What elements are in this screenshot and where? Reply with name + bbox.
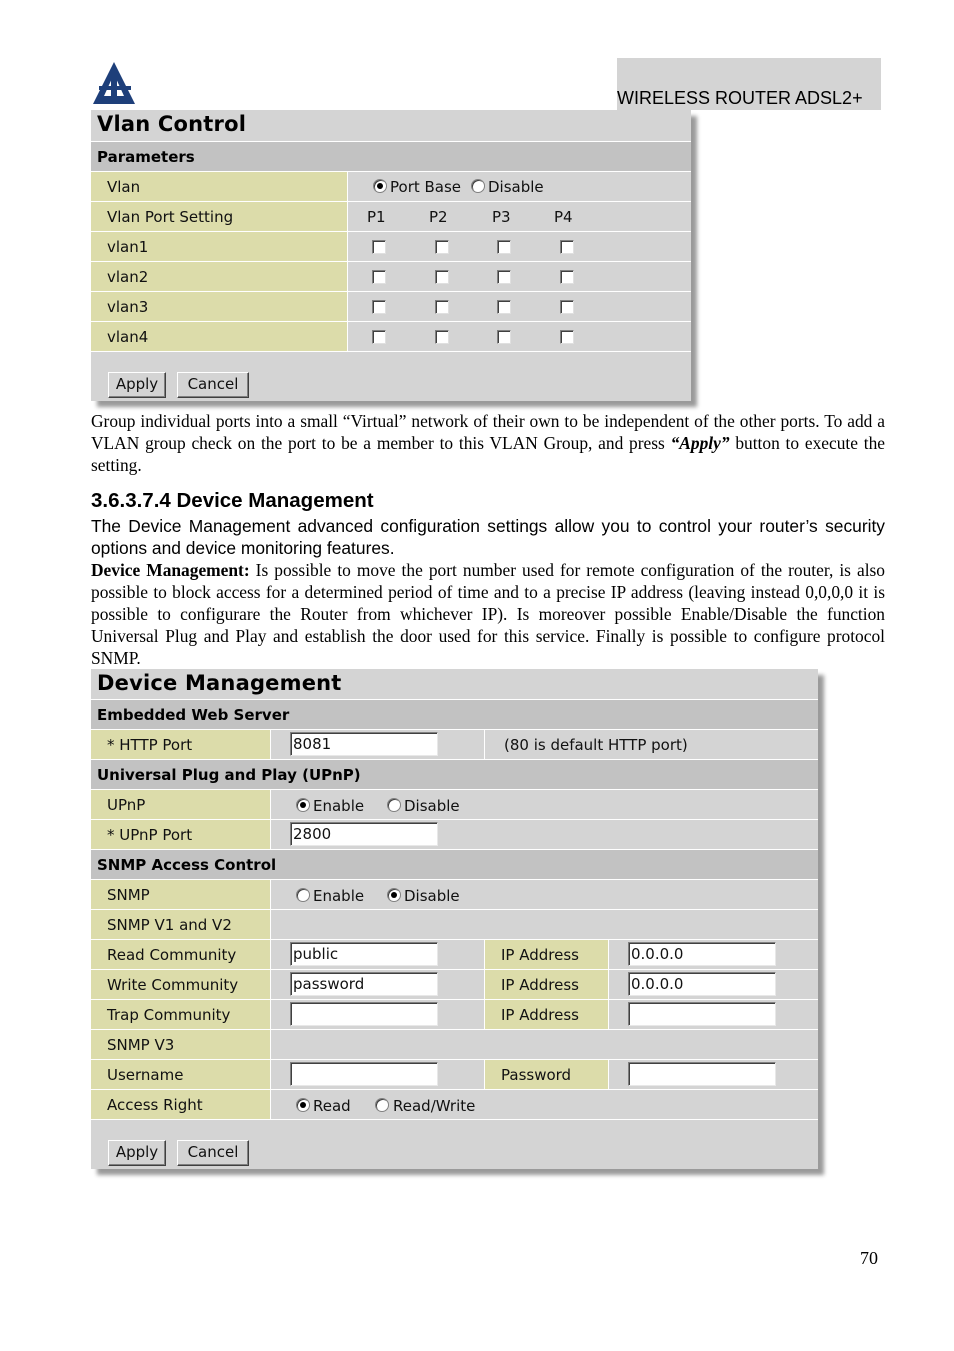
- vlan2-p2-checkbox[interactable]: [435, 270, 449, 284]
- write-community-label: Write Community: [107, 976, 239, 994]
- upnp-disable-label: Disable: [404, 797, 460, 815]
- username-input[interactable]: [290, 1062, 438, 1086]
- vlan1-row: [91, 231, 691, 261]
- trap-community-label: Trap Community: [107, 1006, 231, 1024]
- vlan1-p3-checkbox[interactable]: [497, 240, 511, 254]
- vlan1-p2-checkbox[interactable]: [435, 240, 449, 254]
- section-heading: 3.6.3.7.4 Device Management: [91, 489, 374, 512]
- snmp-v1v2-row: [91, 909, 818, 939]
- read-community-row: [91, 939, 818, 969]
- parameters-section: Parameters: [91, 141, 691, 171]
- vlan3-p1-checkbox[interactable]: [372, 300, 386, 314]
- http-port-label: * HTTP Port: [107, 736, 193, 754]
- vlan2-p4-checkbox[interactable]: [560, 270, 574, 284]
- device-mgmt-description: Device Management: Is possible to move the port number used for remote configuration of the router, is also possible to block access for a determined period of time and to a precise IP address (leaving instead 0,0,0,0 it is possible to configurare the Router from whichever IP). Is moreover possible Enable/Disable the function Universal Plug and Play and establish the door used for this service. Finally is possible to configure protocol SNMP.: [91, 560, 885, 668]
- vlan4-p2-checkbox[interactable]: [435, 330, 449, 344]
- vlan-panel-title: Vlan Control: [97, 112, 247, 136]
- device-mgmt-intro: The Device Management advanced configuration settings allow you to control your router’s security options and device monitoring features.: [91, 516, 885, 558]
- http-port-input[interactable]: 8081: [290, 732, 438, 756]
- read-community-label: Read Community: [107, 946, 237, 964]
- upnp-port-label: * UPnP Port: [107, 826, 193, 844]
- vlan4-p4-checkbox[interactable]: [560, 330, 574, 344]
- vlan-control-panel: [91, 110, 691, 401]
- port-setting-label: Vlan Port Setting: [107, 208, 234, 226]
- read-write-radio[interactable]: [375, 1098, 389, 1112]
- vlan-button-row: [91, 351, 691, 401]
- port-p2-label: P2: [429, 208, 448, 226]
- port-base-radio[interactable]: [373, 179, 387, 193]
- write-community-input[interactable]: password: [290, 972, 438, 996]
- port-p4-label: P4: [554, 208, 573, 226]
- upnp-enable-radio[interactable]: [296, 798, 310, 812]
- vlan2-p3-checkbox[interactable]: [497, 270, 511, 284]
- upnp-port-row: [91, 819, 818, 849]
- http-port-note: (80 is default HTTP port): [504, 736, 688, 754]
- trap-community-row: [91, 999, 818, 1029]
- upnp-row: [91, 789, 818, 819]
- vlan1-p1-checkbox[interactable]: [372, 240, 386, 254]
- snmp-enable-label: Enable: [313, 887, 365, 905]
- dm-panel-title: Device Management: [97, 671, 342, 695]
- device-management-panel: [91, 669, 818, 1169]
- read-ip-label: IP Address: [501, 946, 579, 964]
- vlan-label: Vlan: [107, 178, 141, 196]
- header-title: WIRELESS ROUTER ADSL2+: [617, 88, 863, 108]
- vlan-disable-radio[interactable]: [471, 179, 485, 193]
- snmp-disable-radio[interactable]: [387, 888, 401, 902]
- snmp-disable-label: Disable: [404, 887, 460, 905]
- vlan4-p1-checkbox[interactable]: [372, 330, 386, 344]
- vlan2-row: [91, 261, 691, 291]
- vlan-apply-button[interactable]: Apply: [108, 372, 166, 398]
- snmp-section: SNMP Access Control: [91, 849, 818, 879]
- http-port-row: [91, 729, 818, 759]
- vlan-mode-row: [91, 171, 691, 201]
- snmp-label: SNMP: [107, 886, 150, 904]
- vlan-disable-label: Disable: [488, 178, 544, 196]
- access-right-row: [91, 1089, 818, 1119]
- upnp-section: Universal Plug and Play (UPnP): [91, 759, 818, 789]
- snmp-enable-radio[interactable]: [296, 888, 310, 902]
- vlan3-p2-checkbox[interactable]: [435, 300, 449, 314]
- vlan3-p4-checkbox[interactable]: [560, 300, 574, 314]
- vlan-cancel-button[interactable]: Cancel: [177, 372, 249, 398]
- atlantis-logo: [91, 60, 137, 106]
- vlan-port-setting-row: [91, 201, 691, 231]
- access-right-label: Access Right: [107, 1096, 203, 1114]
- snmp-v3-row: [91, 1029, 818, 1059]
- vlan4-label: vlan4: [107, 328, 149, 346]
- vlan2-label: vlan2: [107, 268, 149, 286]
- password-label: Password: [501, 1066, 572, 1084]
- web-server-section: Embedded Web Server: [91, 699, 818, 729]
- snmp-v3-label: SNMP V3: [107, 1036, 175, 1054]
- vlan1-p4-checkbox[interactable]: [560, 240, 574, 254]
- trap-ip-input[interactable]: [628, 1002, 776, 1026]
- port-p1-label: P1: [367, 208, 386, 226]
- upnp-label: UPnP: [107, 796, 146, 814]
- vlan3-p3-checkbox[interactable]: [497, 300, 511, 314]
- vlan-description: Group individual ports into a small “Virtual” network of their own to be independent of the other ports. To add a VLAN group check on the port to be a member to this VLAN Group, and press “Apply” button to execute the setting.: [91, 411, 885, 475]
- read-write-label: Read/Write: [393, 1097, 476, 1115]
- dm-apply-button[interactable]: Apply: [108, 1140, 166, 1166]
- write-ip-label: IP Address: [501, 976, 579, 994]
- trap-community-input[interactable]: [290, 1002, 438, 1026]
- vlan1-label: vlan1: [107, 238, 149, 256]
- trap-ip-label: IP Address: [501, 1006, 579, 1024]
- upnp-enable-label: Enable: [313, 797, 365, 815]
- read-label: Read: [313, 1097, 351, 1115]
- port-base-label: Port Base: [390, 178, 462, 196]
- vlan4-p3-checkbox[interactable]: [497, 330, 511, 344]
- vlan3-label: vlan3: [107, 298, 149, 316]
- dm-button-row: [91, 1119, 818, 1169]
- vlan2-p1-checkbox[interactable]: [372, 270, 386, 284]
- write-community-row: [91, 969, 818, 999]
- vlan4-row: [91, 321, 691, 351]
- upnp-port-input[interactable]: 2800: [290, 822, 438, 846]
- snmp-row: [91, 879, 818, 909]
- port-p3-label: P3: [492, 208, 511, 226]
- password-input[interactable]: [628, 1062, 776, 1086]
- dm-cancel-button[interactable]: Cancel: [177, 1140, 249, 1166]
- vlan3-row: [91, 291, 691, 321]
- upnp-disable-radio[interactable]: [387, 798, 401, 812]
- username-row: [91, 1059, 818, 1089]
- read-radio[interactable]: [296, 1098, 310, 1112]
- read-ip-input[interactable]: 0.0.0.0: [628, 942, 776, 966]
- username-label: Username: [107, 1066, 184, 1084]
- page-number: 70: [860, 1248, 878, 1268]
- write-ip-input[interactable]: 0.0.0.0: [628, 972, 776, 996]
- snmp-v1v2-label: SNMP V1 and V2: [107, 916, 232, 934]
- read-community-input[interactable]: public: [290, 942, 438, 966]
